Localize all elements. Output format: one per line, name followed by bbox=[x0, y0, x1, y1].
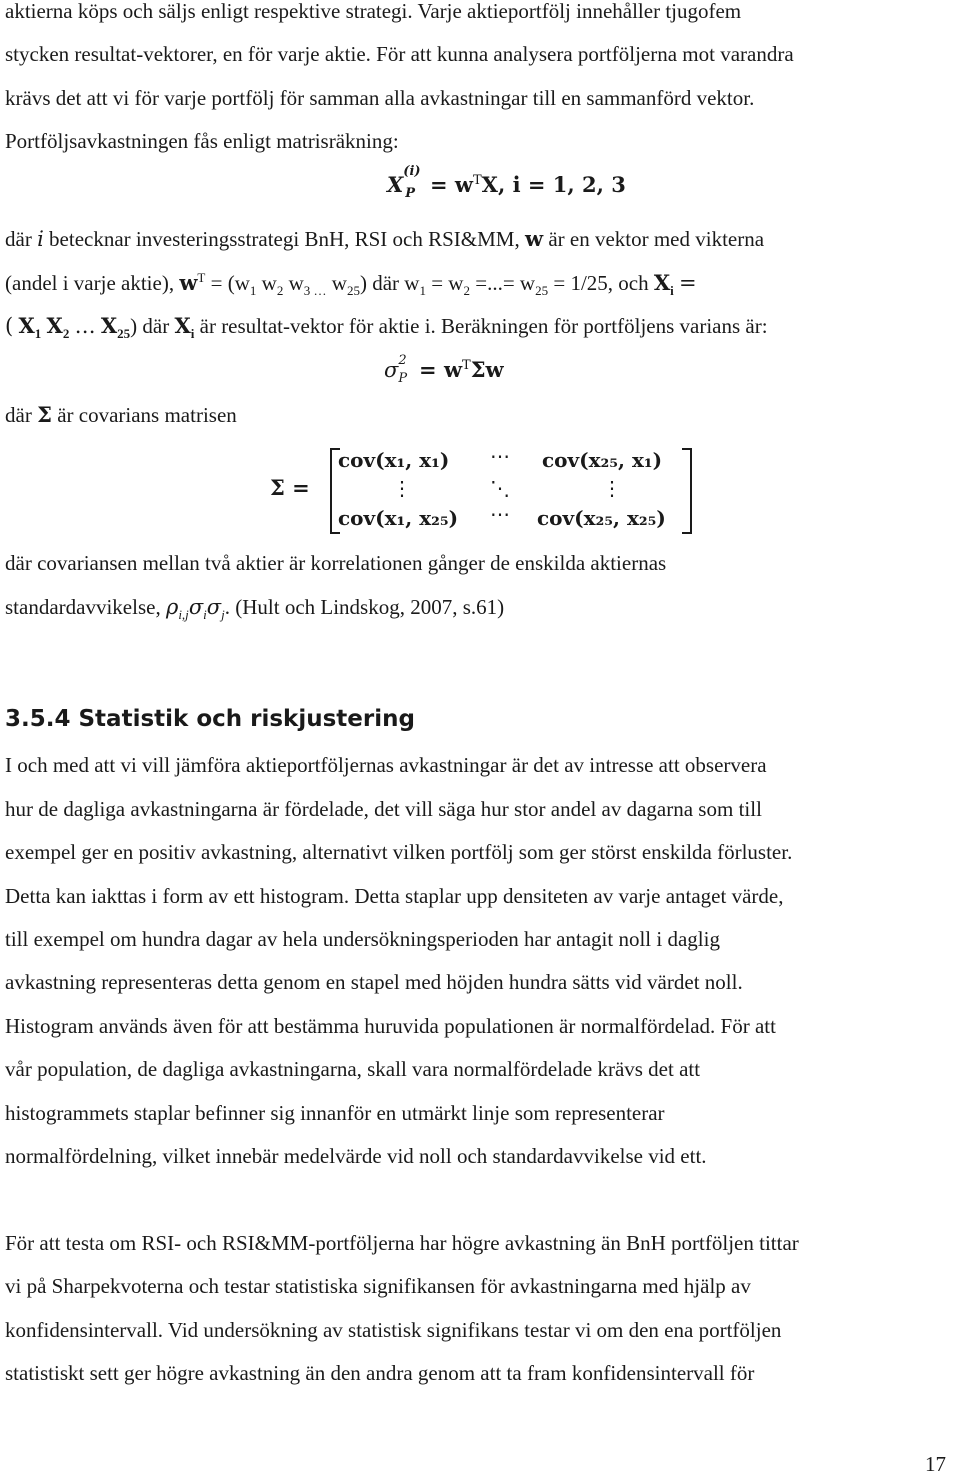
math-var: X bbox=[174, 313, 191, 338]
rho-symbol: ρ bbox=[165, 595, 179, 619]
sigma-symbol: σ bbox=[206, 595, 222, 619]
text: ) där w bbox=[359, 271, 420, 295]
matrix-cell: cov(x₂₅, x₂₅) bbox=[537, 506, 666, 530]
math-sub: 2 bbox=[463, 283, 470, 299]
variance-equation bbox=[384, 353, 504, 386]
text-line bbox=[5, 312, 768, 340]
covariance-matrix bbox=[330, 446, 692, 534]
text-line: statistiskt sett ger högre avkastning än den andra genom att ta fram konfidensintervall för bbox=[5, 1361, 755, 1385]
math-var: X bbox=[100, 313, 118, 338]
ddots: ⋱ bbox=[490, 476, 510, 500]
text: = 1/25, och bbox=[548, 271, 649, 295]
text-line: aktierna köps och säljs enligt respektive strategi. Varje aktieportfölj innehåller tjugofem bbox=[5, 0, 742, 23]
math-var: w bbox=[179, 270, 198, 295]
math-sub: 25 bbox=[117, 326, 131, 342]
text: ) där bbox=[130, 314, 170, 338]
text-line: I och med att vi vill jämföra aktieportföljernas avkastningar är det av intresse att observera bbox=[5, 753, 767, 777]
text-line bbox=[5, 225, 764, 253]
math-sub: 25 bbox=[346, 283, 360, 299]
text: w bbox=[326, 271, 347, 295]
math-paren: ( bbox=[5, 314, 14, 338]
text-line: krävs det att vi för varje portfölj för samman alla avkastningar till en sammanförd vektor. bbox=[5, 86, 755, 110]
text: är covarians matrisen bbox=[57, 403, 237, 427]
eq-symbol: X bbox=[387, 172, 404, 197]
text-line: Portföljsavkastningen fås enligt matrisräkning: bbox=[5, 129, 399, 153]
text: . (Hult och Lindskog, 2007, s.61) bbox=[224, 595, 505, 619]
text-line bbox=[5, 269, 697, 297]
math-sub: j bbox=[221, 607, 225, 623]
text-line: Histogram används även för att bestämma huruvida populationen är normalfördelad. För att bbox=[5, 1014, 776, 1038]
math-sub: 1 bbox=[34, 326, 42, 342]
math-sub: 3 … bbox=[303, 283, 327, 299]
text-line: där covariansen mellan två aktier är korrelationen gånger de enskilda aktiernas bbox=[5, 551, 667, 575]
eq-transpose: T bbox=[472, 173, 482, 188]
page-number: 17 bbox=[925, 1452, 946, 1476]
math-dots: … bbox=[74, 314, 96, 338]
text-line: normalfördelning, vilket innebär medelvärde vid noll och standardavvikelse vid ett. bbox=[5, 1144, 707, 1168]
eq-transpose: T bbox=[462, 358, 471, 373]
text: = w bbox=[425, 271, 464, 295]
math-sub: 2 bbox=[276, 283, 284, 299]
hdots: ⋯ bbox=[490, 444, 510, 468]
math-sup: T bbox=[197, 270, 206, 285]
text-line bbox=[5, 401, 237, 429]
text-line: histogrammets staplar befinner sig innanför en utmärkt linje som representerar bbox=[5, 1101, 665, 1125]
eq-superscript: 2 bbox=[398, 353, 407, 368]
hdots: ⋯ bbox=[490, 502, 510, 526]
math-sub: 1 bbox=[419, 283, 426, 299]
matrix-cell: cov(x₁, x₁) bbox=[338, 448, 450, 472]
text-line: avkastning representeras detta genom en stapel med höjden hundra sätts vid värdet noll. bbox=[5, 970, 743, 994]
vdots: ⋮ bbox=[392, 476, 412, 500]
text-line: stycken resultat-vektorer, en för varje aktie. För att kunna analysera portföljerna mot varandra bbox=[5, 42, 794, 66]
math-sub: 1 bbox=[249, 283, 257, 299]
math-var: X bbox=[653, 270, 671, 295]
text: (andel i varje aktie), bbox=[5, 271, 175, 295]
text: standardavvikelse, bbox=[5, 595, 161, 619]
eq-rhs: = w bbox=[419, 357, 463, 382]
text: betecknar investeringsstrategi BnH, RSI och RSI&MM, bbox=[49, 227, 520, 251]
math-sub: 2 bbox=[62, 326, 70, 342]
section-heading: 3.5.4 Statistik och riskjustering bbox=[5, 706, 415, 732]
matrix-cell: cov(x₁, x₂₅) bbox=[338, 506, 459, 530]
text: är resultat-vektor för aktie i. Beräkningen för portföljens varians är: bbox=[199, 314, 768, 338]
text-line: vi på Sharpekvoterna och testar statistiska signifikansen för avkastningarna med hjälp av bbox=[5, 1274, 751, 1298]
text: där bbox=[5, 227, 32, 251]
math-sub: i bbox=[203, 607, 207, 623]
matrix-lhs: Σ = bbox=[270, 475, 310, 500]
eq-subscript: P bbox=[405, 186, 416, 201]
sigma-matrix-symbol: Σ bbox=[37, 402, 52, 427]
eq-subscript: P bbox=[398, 371, 408, 386]
math-var: X bbox=[18, 313, 35, 338]
math-var: X bbox=[46, 313, 63, 338]
text-line bbox=[5, 593, 504, 621]
text: w bbox=[283, 271, 304, 295]
math-sub: 25 bbox=[535, 283, 549, 299]
eq-superscript: (i) bbox=[403, 164, 421, 179]
math-var: w bbox=[524, 226, 544, 251]
eq-rhs-tail: X, i = 1, 2, 3 bbox=[481, 172, 626, 197]
eq-rhs-tail: Σw bbox=[470, 357, 504, 382]
vdots: ⋮ bbox=[602, 476, 622, 500]
text: är en vektor med vikterna bbox=[548, 227, 765, 251]
text: där bbox=[5, 403, 32, 427]
math-sub: i bbox=[670, 283, 674, 299]
math-sub: i bbox=[190, 326, 195, 342]
matrix-cell: cov(x₂₅, x₁) bbox=[542, 448, 663, 472]
portfolio-return-equation bbox=[387, 164, 626, 201]
text: = (w bbox=[210, 271, 250, 295]
text-line: Detta kan iakttas i form av ett histogram. Detta staplar upp densiteten av varje antaget värde, bbox=[5, 884, 784, 908]
text-line: till exempel om hundra dagar av hela undersökningsperioden har antagit noll i daglig bbox=[5, 927, 720, 951]
math-eq: = bbox=[679, 271, 697, 295]
sigma-symbol: σ bbox=[384, 358, 399, 382]
text: =...= w bbox=[470, 271, 536, 295]
math-sub: i,j bbox=[178, 607, 189, 623]
text: w bbox=[256, 271, 277, 295]
text-line: För att testa om RSI- och RSI&MM-portföljerna har högre avkastning än BnH portföljen tittar bbox=[5, 1231, 799, 1255]
text-line: hur de dagliga avkastningarna är fördelade, det vill säga hur stor andel av dagarna som till bbox=[5, 797, 762, 821]
math-var: i bbox=[37, 227, 44, 251]
eq-rhs: = w bbox=[429, 172, 473, 197]
text-line: konfidensintervall. Vid undersökning av statistisk signifikans testar vi om den ena portföljen bbox=[5, 1318, 782, 1342]
text-line: vår population, de dagliga avkastningarna, skall vara normalfördelade krävs det att bbox=[5, 1057, 701, 1081]
sigma-symbol: σ bbox=[188, 595, 204, 619]
text-line: exempel ger en positiv avkastning, alternativt vilken portfölj som ger störst enskilda förluster. bbox=[5, 840, 793, 864]
right-bracket bbox=[682, 448, 692, 534]
